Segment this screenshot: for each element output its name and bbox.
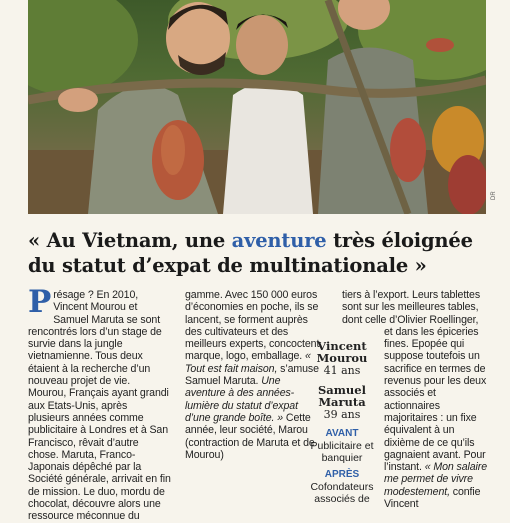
drop-cap: P (28, 284, 52, 320)
headline-part-2: très éloignée du statut d’expat de multinationale » (28, 229, 473, 277)
photo-scene (28, 0, 486, 214)
column-2-text-1: gamme. Avec 150 000 euros d’économies en poche, ils se lancent, se forment auprès des cultivateurs et des meilleurs experts, concoctent marque, logo, emballage. (185, 289, 320, 363)
article-photo (28, 0, 486, 214)
text-column-1 (28, 284, 171, 523)
before-label: AVANT (325, 428, 359, 439)
text-column-3 (342, 289, 490, 510)
column-2-quote-2: Une aventure à des années-lumière du statut d’expat d’une grande boîte. » (185, 375, 298, 424)
profile-age-2: 39 ans (323, 408, 361, 421)
column-3-quote: « Mon salaire me permet de vivre modestement, (384, 461, 488, 498)
column-3-top-text: tiers à l’export. Leurs tablettes sont sur les meilleures tables, dont celle d’Olivier Roellinger, (342, 289, 481, 326)
headline-part-1: « Au Vietnam, une (28, 229, 232, 252)
column-2-quote-1: « Tout est fait maison, (185, 350, 311, 375)
column-1-text: résage ? En 2010, Vincent Mourou et Samuel Maruta se sont rencontrés lors d’un stage de survie dans la jungle vietnamienne. Tous deux étaient à la recherche d’un nouveau projet de vie. Mourou, Français ayant grandi aux Etats-Unis, après plusieurs années comme publicitaire à Londres et à San Francisco, rêvait d’autre chose. Maruta, Franco-Japonais dépêché par la Société générale, arrivait en fin de mission. Le duo, mordu de chocolat, découvre alors une ressource méconnue du (28, 289, 171, 523)
before-text: Publicitaire et banquier (310, 440, 374, 465)
after-label: APRÈS (324, 468, 360, 480)
article-headline (28, 228, 490, 278)
column-3-text-2: confie Vincent (384, 485, 481, 511)
after-text: Cofondateurs associés de (310, 480, 374, 505)
headline-accent: aventure (231, 229, 327, 252)
profile-name-1: Vincent Mourou (316, 339, 368, 365)
photo-credit: DR (491, 191, 497, 200)
text-column-2 (185, 289, 320, 461)
column-2-text-2: s’amuse Samuel Maruta. (185, 362, 319, 388)
column-3-wrapped-text (384, 326, 490, 510)
column-2-text-3: Cette année, leur société, Marou (contraction de Maruta et de Mourou) (185, 411, 315, 461)
profile-age-1: 41 ans (323, 364, 361, 377)
profile-name-2: Samuel Maruta (318, 383, 366, 409)
column-3-text-1: et dans les épiceries fines. Epopée qui suppose toutefois un sacrifice en termes de revenus pour les deux associés et actionnaires majoritaires : un fixe équivalent à un dixième de ce qu’ils gagnaient avant. Pour l’instant. (384, 325, 487, 474)
